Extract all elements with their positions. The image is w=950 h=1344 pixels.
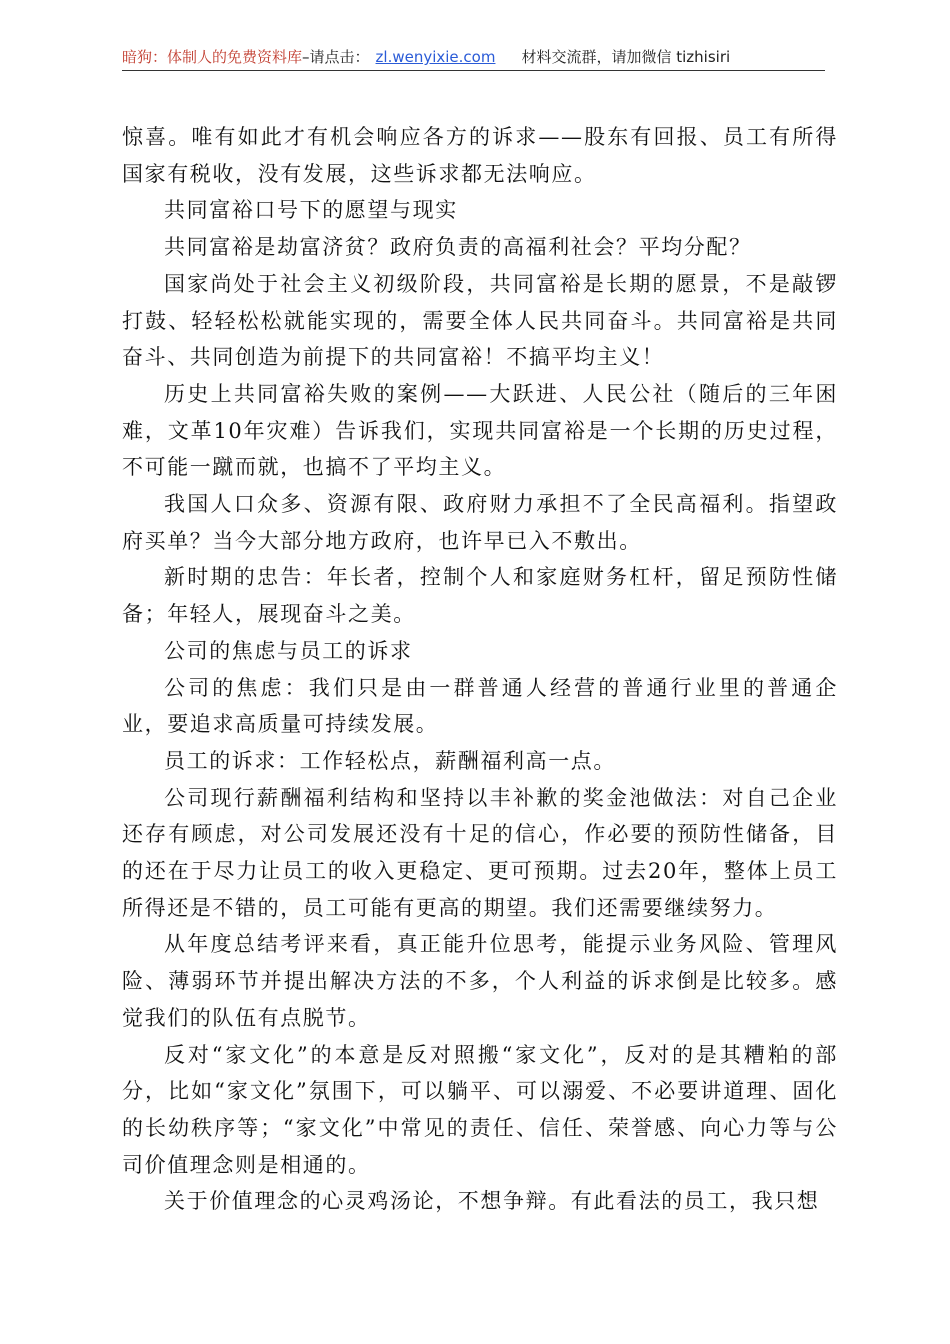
- header-brand: 暗狗：体制人的免费资料库: [122, 48, 303, 66]
- paragraph: 共同富裕是劫富济贫？政府负责的高福利社会？平均分配？: [164, 235, 752, 260]
- paragraph: 我国人口众多、资源有限、政府财力承担不了全民高福利。指望政府买单？当今大部分地方政府，也许早已入不敷出。: [122, 492, 838, 553]
- page-header: [122, 46, 822, 68]
- paragraph: 员工的诉求：工作轻松点，薪酬福利高一点。: [164, 748, 616, 773]
- header-link[interactable]: zl.wenyixie.com: [375, 48, 496, 66]
- section-heading: 共同富裕口号下的愿望与现实: [164, 198, 458, 223]
- paragraph: 关于价值理念的心灵鸡汤论，不想争辩。有此看法的员工，我只想: [164, 1189, 820, 1214]
- paragraph: 反对“家文化”的本意是反对照搬“家文化”，反对的是其糟粕的部分，比如“家文化”氛围下，可以躺平、可以溺爱、不必要讲道理、固化的长幼秩序等；“家文化”中常见的责任、信任、荣誉感、向心力等与公司价值理念则是相通的。: [122, 1042, 838, 1177]
- header-prompt: –请点击：: [302, 48, 370, 66]
- paragraph: 历史上共同富裕失败的案例——大跃进、人民公社（随后的三年困难，文革10年灾难）告诉我们，实现共同富裕是一个长期的历史过程，不可能一蹴而就，也搞不了平均主义。: [122, 381, 838, 480]
- document-body: [122, 119, 838, 1220]
- paragraph: 公司现行薪酬福利结构和坚持以丰补歉的奖金池做法：对自己企业还存有顾虑，对公司发展还没有十足的信心，作必要的预防性储备，目的还在于尽力让员工的收入更稳定、更可预期。过去20年，整体上员工所得还是不错的，员工可能有更高的期望。我们还需要继续努力。: [122, 785, 838, 920]
- paragraph: 从年度总结考评来看，真正能升位思考，能提示业务风险、管理风险、薄弱环节并提出解决方法的不多，个人利益的诉求倒是比较多。感觉我们的队伍有点脱节。: [122, 932, 838, 1030]
- header-divider: [122, 70, 825, 71]
- section-heading: 公司的焦虑与员工的诉求: [164, 638, 413, 663]
- paragraph: 新时期的忠告：年长者，控制个人和家庭财务杠杆，留足预防性储备；年轻人，展现奋斗之美。: [122, 565, 838, 627]
- header-wechat: 材料交流群，请加微信 tizhisiri: [521, 48, 731, 66]
- paragraph: 国家尚处于社会主义初级阶段，共同富裕是长期的愿景，不是敲锣打鼓、轻轻松松就能实现的，需要全体人民共同奋斗。共同富裕是共同奋斗、共同创造为前提下的共同富裕！不搞平均主义！: [122, 271, 838, 370]
- paragraph-continuation: 惊喜。唯有如此才有机会响应各方的诉求——股东有回报、员工有所得国家有税收，没有发展，这些诉求都无法响应。: [122, 125, 838, 186]
- paragraph: 公司的焦虑：我们只是由一群普通人经营的普通行业里的普通企业，要追求高质量可持续发展。: [122, 675, 838, 737]
